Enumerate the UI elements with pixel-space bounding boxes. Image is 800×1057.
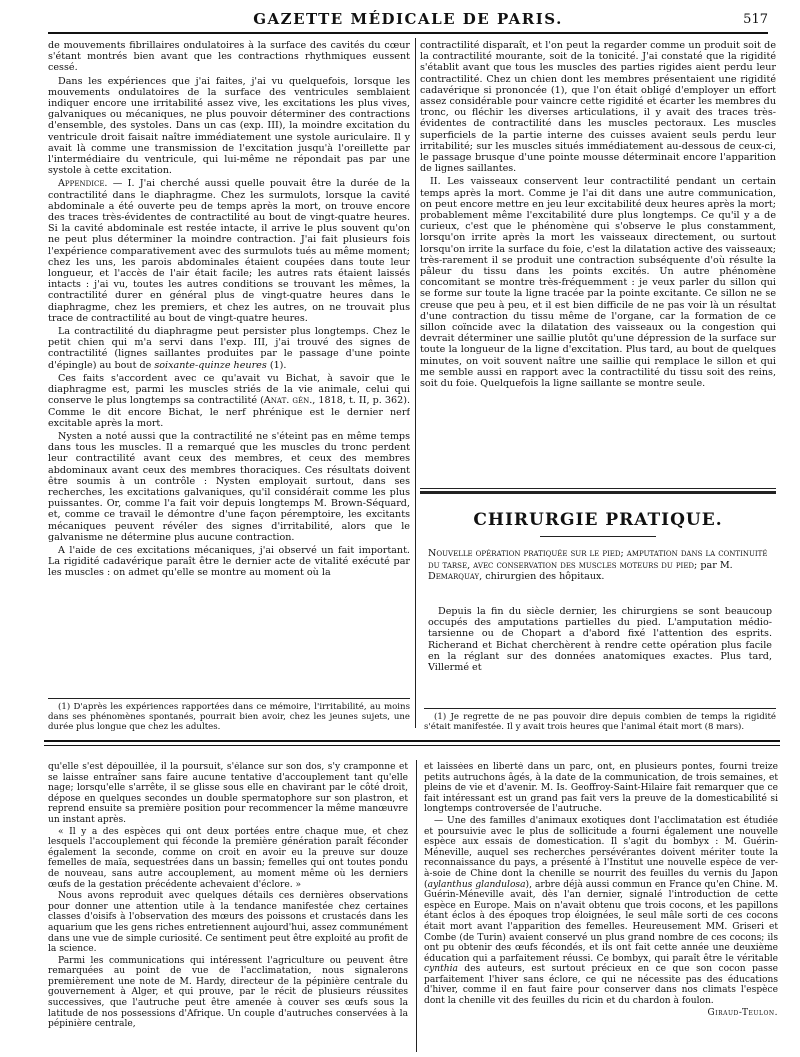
paragraph: contractilité disparaît, et l'on peut la regarder comme un produit soit de la contractilité mourante, soit de la tonicité. J'ai constaté que la rigidité s'établit avant que tous les muscles des parties rigides aient perdu leur contractilité. Chez un chien dont les membres présentaient une rigidité cadavérique si prononcée (1), que l'on était obligé d'employer un effort assez considérable pour vaincre cette rigidité et écarter les membres du tronc, ou fléchir les diverses articulations, il y avait des traces très-évidentes de contractilité dans les muscles pectoraux. Les muscles superficiels de la partie interne des cuisses avaient seuls perdu leur irritabilité; sur les muscles situés immédiatement au-dessous de ceux-ci, le passage brusque d'une pointe mousse déterminait encore l'apparition de lignes saillantes.	[420, 40, 776, 175]
section-rule	[420, 488, 776, 489]
footnote-rule	[424, 708, 776, 709]
footnote-rule	[48, 698, 410, 699]
column-divider	[416, 760, 417, 1052]
left-column	[48, 40, 410, 680]
paragraph-text: , 1818, t. II, p. 362). Comme le dit encore Bichat, le nerf phrénique est le dernier nerf excitable après la mort.	[48, 395, 410, 429]
journal-title: GAZETTE MÉDICALE DE PARIS.	[253, 10, 563, 28]
author: Demarquay	[428, 571, 480, 583]
paragraph: Parmi les communications qui intéressent l'agriculture ou peuvent être remarquées au point de vue de l'acclimatation, nous signalerons premièrement une note de M. Hardy, directeur de la pépinière centrale du gouvernement à Alger, et qui prouve, par le récit de plusieurs réussites successives, que l'autruche peut être amenée à couver ses œufs sous la latitude de nos possessions d'Afrique. Un couple d'autruches conservées à la pépinière centrale,	[48, 955, 408, 1030]
emphasis: cynthia	[424, 964, 458, 975]
paragraph-text: La contractilité du diaphragme peut persister plus longtemps. Chez le petit chien qui m'a servi dans l'exp. III, j'ai trouvé des signes de contractilité (lignes saillantes produites par le passage d'une pointe d'épingle) au bout de	[48, 326, 410, 371]
section-title: CHIRURGIE PRATIQUE.	[473, 510, 723, 530]
paragraph: Dans les expériences que j'ai faites, j'ai vu quelquefois, lorsque les mouvements ondulatoires de la surface des ventricules semblaient indiquer encore une irritabilité assez vive, les excitations les plus vives, galvaniques ou mécaniques, ne plus pouvoir déterminer des contractions d'ensemble, des systoles. Dans un cas (exp. III), la moindre excitation du ventricule droit faisait naître immédiatement une systole auriculaire. Il y avait là comme une transmission de l'excitation jusqu'à l'oreillette par l'intermédiaire du ventricule, qui lui-même ne répondait pas par une systole à cette excitation.	[48, 75, 410, 177]
paragraph-text: Ces faits s'accordent avec ce qu'avait vu Bichat, à savoir que le diaphragme est, parmi les muscles striés de la vie animale, celui qui conserve le plus longtemps sa contractilité (	[48, 372, 410, 407]
section-separator	[44, 740, 780, 742]
section-separator	[44, 745, 780, 746]
paragraph: A l'aide de ces excitations mécaniques, j'ai observé un fait important. La rigidité cadavérique paraît être le dernier acte de vitalité exécuté par les muscles : on admet qu'elle se montre au moment où la	[48, 544, 410, 579]
paragraph: de mouvements fibrillaires ondulatoires à la surface des cavités du cœur s'étant montrés bien avant que les contractions rhythmiques eussent cessé.	[48, 40, 410, 74]
article-body	[428, 606, 772, 696]
lower-right-column	[424, 762, 778, 1052]
page-header	[48, 8, 768, 34]
byline-text: par M.	[697, 559, 733, 571]
footnote-right	[424, 712, 776, 732]
paragraph: Nous avons reproduit avec quelques détails ces dernières observations pour donner une attention utile à la tendance manifestée chez certaines classes d'oisifs à l'observation des mœurs des poissons et crustacés dans les aquarium que les gens riches entretiennent aujourd'hui, assez communément dans une vue de simple curiosité. Ce sentiment peut être exploité au profit de la science.	[48, 891, 408, 955]
page-number: 517	[743, 12, 768, 27]
footnote-text: (1) D'après les expériences rapportées dans ce mémoire, l'irritabilité, au moins dans ses phénomènes spontanés, pourrait bien avoir, chez les jeunes sujets, une durée plus longue que chez les adultes.	[48, 702, 410, 733]
paragraph-text: (1).	[266, 359, 287, 371]
paragraph: Depuis la fin du siècle dernier, les chirurgiens se sont beaucoup occupés des amputations partielles du pied. L'amputation médio-tarsienne ou de Chopart a d'abord fixé l'attention des esprits. Richerand et Bichat cherchèrent à rendre cette opération plus facile en la réglant sur des données anatomiques exactes. Plus tard, Villermé et	[428, 606, 772, 674]
paragraph: « Il y a des espèces qui ont deux portées entre chaque mue, et chez lesquels l'accouplement qui féconde la première génération paraît féconder également la seconde, comme on croit en avoir eu la preuve sur douze femelles de maïa, sequestrées dans un bassin; femelles qui ont toutes pondu de nouveau, sans autre accouplement, au moment même où les derniers œufs de la gestation précédente achevaient d'éclore. »	[48, 826, 408, 890]
paragraph: qu'elle s'est dépouillée, il la poursuit, s'élance sur son dos, s'y cramponne et se laisse entraîner sans faire aucune tentative d'accouplement tant qu'elle nage; lorsqu'elle s'arrête, il se glisse sous elle en chavirant par le côté droit, dépose en quelques secondes un double spermatophore sur son plastron, et reprend ensuite sa première position pour recommencer la même manœuvre un instant après.	[48, 762, 408, 825]
article-subtitle	[428, 548, 772, 583]
paragraph-text: ), arbre déjà aussi commun en France qu'en Chine. M. Guérin-Méneville avait, dès l'an dernier, signalé l'introduction de cette espèce en Europe. Mais on n'avait obtenu que trois cocons, et les papillons étant éclos à des époques trop éloignées, le seul mâle sorti de ces cocons était mort avant l'apparition des femelles. Heureusement MM. Griseri et Combe (de Turin) avaient conservé un plus grand nombre de ces cocons; ils ont pu obtenir des œufs fécondés, et ils ont fait cette année une deuxième éducation qui a parfaitement réussi. Ce bombyx, qui paraît être le véritable	[424, 879, 778, 964]
paragraph: II. Les vaisseaux conservent leur contractilité pendant un certain temps après la mort. Comme je l'ai dit dans une autre communication, on peut encore mettre en jeu leur excitabilité deux heures après la mort; probablement même l'excitabilité dure plus longtemps. Ce qu'il y a de curieux, c'est que le phénomène qui s'observe le plus constamment, lorsqu'on irrite après la mort les vaisseaux directement, ou surtout lorsqu'on irrite la surface du foie, c'est la dilatation active des vaisseaux; très-rarement il se produit une contraction subséquente d'où résulte la pâleur du tissu dans les points excités. Un autre phénomène concomitant se montre très-fréquemment : je veux parler du sillon qui se forme sur toute la ligne tracée par la pointe excitante. Ce sillon ne se creuse que peu à peu, et il est bien difficile de ne pas voir là un résultat d'une contraction du tissu même de l'organe, car la formation de ce sillon coïncide avec la dilatation des vaisseaux ou la congestion qui devrait déterminer une saillie plutôt qu'une dépression de la surface sur toute la longueur de la ligne d'excitation. Plus tard, au bout de quelques minutes, on voit souvent naître une saillie qui remplace le sillon et qui me semble aussi en rapport avec la contractilité du tissu soit des reins, soit du foie. Quelquefois la ligne saillante se montre seule.	[420, 176, 776, 390]
citation: Anat. gén.	[263, 395, 313, 407]
paragraph	[48, 326, 410, 371]
paragraph-text: — Une des familles d'animaux exotiques dont l'acclimatation est étudiée et poursuivie avec le plus de sollicitude a fourni également une nouvelle espèce aux essais de domestication. Il s'agit du bombyx : M. Guérin-Méneville, auquel ses recherches persévérantes doivent mériter toute la reconnaissance du pays, a présenté à l'Institut une nouvelle espèce de ver-à-soie de Chine dont la chenille se nourrit des feuilles du vernis du Japon (	[424, 815, 778, 890]
column-divider	[415, 38, 416, 728]
signature: Giraud-Teulon.	[707, 1007, 778, 1018]
paragraph	[48, 373, 410, 429]
emphasis: soixante-quinze heures	[154, 359, 267, 371]
emphasis: aylanthus glandulosa	[427, 879, 526, 890]
byline-text: , chirurgien des hôpitaux.	[479, 571, 605, 583]
lower-left-column	[48, 762, 408, 1052]
section-rule	[420, 491, 776, 494]
right-column	[420, 40, 776, 480]
title-underline	[540, 536, 656, 537]
footnote-text: (1) Je regrette de ne pas pouvoir dire depuis combien de temps la rigidité s'était manifestée. Il y avait trois heures que l'animal était mort (8 mars).	[424, 712, 776, 733]
footnote-left	[48, 702, 410, 733]
paragraph	[424, 816, 778, 1007]
paragraph	[48, 178, 410, 324]
paragraph-text: des auteurs, est surtout précieux en ce que son cocon passe parfaitement l'hiver sans éclore, ce qui ne nécessite pas des éducations d'hiver, comme il en faut faire pour conserver dans nos climats l'espèce dont la chenille vit des feuilles du ricin et du chardon à foulon.	[424, 964, 778, 1007]
article-heading: Nouvelle opération pratiquée sur le pied; amputation dans la continuité du tarse, avec conservation des muscles moteurs du pied;	[428, 548, 768, 571]
paragraph: Nysten a noté aussi que la contractilité ne s'éteint pas en même temps dans tous les muscles. Il a remarqué que les muscles du tronc perdent leur contractilité avant ceux des membres, et ceux des membres abdominaux avant ceux des membres thoraciques. Ces résultats doivent être soumis à un contrôle : Nysten employait surtout, dans ses recherches, les excitations galvaniques, qu'il considérait comme les plus puissantes. Or, comme l'a fait voir depuis longtemps M. Brown-Séquard, et, comme ce travail le démontre d'une façon péremptoire, les excitants mécaniques peuvent révéler des signes d'irritabilité, alors que le galvanisme ne détermine plus aucune contraction.	[48, 430, 410, 543]
paragraph: et laissées en liberté dans un parc, ont, en plusieurs pontes, fourni treize petits autruchons âgés, à la date de la communication, de trois semaines, et pleins de vie et d'avenir. M. Is. Geoffroy-Saint-Hilaire fait remarquer que ce fait intéressant est un grand pas fait vers la preuve de la domesticabilité si longtemps controversée de l'autruche.	[424, 762, 778, 815]
paragraph-text: — I. J'ai cherché aussi quelle pouvait être la durée de la contractilité dans le diaphragme. Chez les surmulots, lorsque la cavité abdominale a été ouverte peu de temps après la mort, on trouve encore des traces très-évidentes de contractilité au bout de vingt-quatre heures. Si la cavité abdominale est restée intacte, il arrive le plus souvent qu'on ne peut plus déterminer la moindre contraction. J'ai fait plusieurs fois l'expérience comparativement avec des surmulots tués au même moment; chez les uns, les parois abdominales étaient coupées dans toute leur longueur, et l'accès de l'air était facile; les autres rats étaient laissés intacts : j'ai vu, toutes les autres conditions se trouvant les mêmes, la contractilité durer en général plus de vingt-quatre heures dans le diaphragme, chez les premiers, et chez les autres, on ne trouvait plus trace de contractilité au bout de vingt-quatre heures.	[48, 178, 410, 324]
appendix-label: Appendice.	[58, 178, 108, 190]
